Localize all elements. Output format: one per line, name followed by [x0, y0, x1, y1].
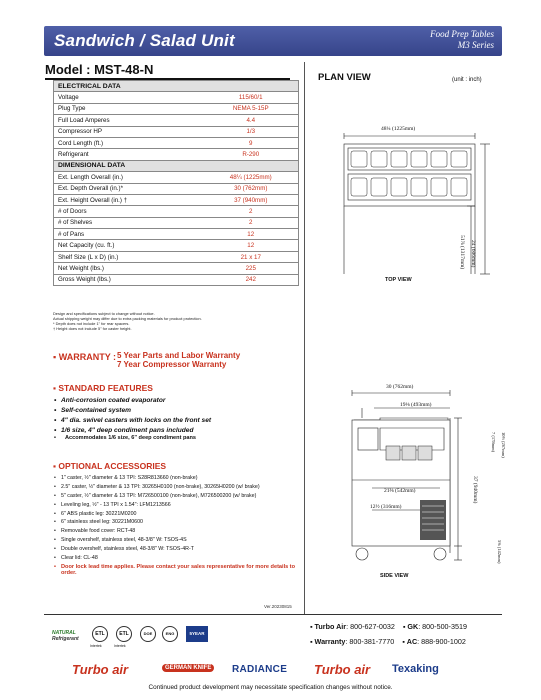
- side-lower-dim: 12½ (316mm): [370, 504, 402, 510]
- spec-value: 1/3: [204, 126, 299, 137]
- spec-row: [54, 263, 299, 274]
- spec-value: 4.4: [204, 115, 299, 126]
- accessory-item: • Removable food cover: RCT-48: [53, 528, 303, 535]
- texaking-logo: Texaking: [392, 663, 439, 675]
- spec-row: [54, 126, 299, 137]
- optional-accessories-title: ▪ OPTIONAL ACCESSORIES: [53, 461, 167, 471]
- feature-item: • 4" dia. swivel casters with locks on the front set: [53, 417, 303, 424]
- spec-row: [54, 115, 299, 126]
- section-heading: ELECTRICAL DATA: [54, 81, 299, 92]
- section-heading: DIMENSIONAL DATA: [54, 160, 299, 171]
- spec-value: 48¼ (1225mm): [204, 172, 299, 183]
- spec-label: Refrigerant: [54, 149, 204, 160]
- spec-row: [54, 183, 299, 194]
- feature-item: • Anti-corrosion coated evaporator: [53, 397, 303, 404]
- top-depth-dim: 24 (606mm): [470, 240, 476, 268]
- accessory-item: • 6" ABS plastic leg: 30221M0200: [53, 511, 303, 518]
- contact-row: ▪ Warranty: 800-381-7770 ▪ AC: 888-900-1002: [310, 637, 466, 646]
- contact-info: [310, 619, 467, 649]
- spec-row: [54, 229, 299, 240]
- side-depth-dim: 30 (762mm): [386, 384, 414, 390]
- spec-value: 37 (940mm): [204, 194, 299, 205]
- spec-value: 30 (762mm): [204, 183, 299, 194]
- accessory-item: • 1" caster, ½" diameter & 13 TPI: S28R813660 (non-brake): [53, 475, 303, 482]
- spec-value: NEMA 5-15P: [204, 103, 299, 114]
- plan-view-title: PLAN VIEW: [318, 72, 371, 83]
- top-height-dim: 51⅞ (1317mm): [459, 235, 465, 270]
- spec-table: [53, 80, 299, 286]
- spec-row: [54, 217, 299, 228]
- brand-logos: [52, 662, 502, 680]
- spec-value: 115/60/1: [204, 92, 299, 103]
- footer-disclaimer: Continued product development may necessitate specification changes without notice.: [148, 684, 393, 691]
- series-label: Food Prep Tables M3 Series: [430, 29, 494, 50]
- warranty-section: [53, 351, 241, 369]
- accessory-item: • Clear lid: CL-48: [53, 555, 303, 562]
- column-divider: [304, 62, 305, 614]
- energy-star-icon: ENG: [162, 626, 178, 642]
- spec-label: Ext. Height Overall (in.) †: [54, 194, 204, 205]
- side-top-dim: 7 (178mm): [491, 432, 496, 453]
- feature-subitem: • Accommodates 1/6 size, 6" deep condiment pans: [53, 435, 303, 441]
- doe-icon: DOE: [140, 626, 156, 642]
- spec-value: 9: [204, 137, 299, 148]
- spec-value: 12: [204, 229, 299, 240]
- side-shelf-dim: 21⅜ (542mm): [384, 488, 416, 494]
- accessory-item: • 6" stainless steel leg: 30221M0600: [53, 519, 303, 526]
- top-width-dim: 48¼ (1225mm): [381, 126, 416, 132]
- spec-row: [54, 172, 299, 183]
- door-lock-note: • Door lock lead time applies. Please contact your sales representative for more details to order.: [53, 564, 303, 577]
- spec-label: Shelf Size (L x D) (in.): [54, 251, 204, 262]
- spec-row: [54, 251, 299, 262]
- accessory-item: • 2.5" caster, ½" diameter & 13 TPI: 30265H0100 (non-brake), 30265H0200 (w/ brake): [53, 484, 303, 491]
- certification-badges: [52, 624, 292, 654]
- contact-row: ▪ Turbo Air: 800-627-0032 ▪ GK: 800-500-3519: [310, 622, 467, 631]
- side-pan-dim: 10½ (267mm): [501, 432, 506, 458]
- spec-row: [54, 137, 299, 148]
- version-label: Ver.20230815: [264, 604, 292, 609]
- feature-item: • Self-contained system: [53, 407, 303, 414]
- electrical-heading: [54, 81, 299, 92]
- spec-row: [54, 103, 299, 114]
- accessory-item: • 5" caster, ½" diameter & 13 TPI: M726500100 (non-brake), M726500200 (w/ brake): [53, 493, 303, 500]
- standard-features: [53, 383, 303, 444]
- spec-row: [54, 206, 299, 217]
- accessory-item: • Leveling leg, ½" - 13 TPI x 1.54": LFM1213566: [53, 502, 303, 509]
- spec-label: # of Doors: [54, 206, 204, 217]
- feature-item: • 1/6 size, 4" deep condiment pans included: [53, 427, 303, 434]
- warranty-values: 5 Year Parts and Labor Warranty 7 Year Compressor Warranty: [117, 351, 241, 369]
- spec-label: Net Weight (lbs.): [54, 263, 204, 274]
- natural-refrigerant-badge: NATURAL Refrigerant: [52, 630, 79, 642]
- intertek-label: Intertek: [114, 644, 126, 648]
- spec-value: 2: [204, 217, 299, 228]
- footer-divider: [44, 614, 502, 615]
- spec-value: R-290: [204, 149, 299, 160]
- side-caster-dim: 5⅝ (142mm): [497, 540, 502, 564]
- spec-value: 21 x 17: [204, 251, 299, 262]
- side-inner-dim: 19⅛ (493mm): [400, 402, 432, 408]
- spec-label: Compressor HP: [54, 126, 204, 137]
- german-knife-logo: GERMAN KNIFE: [162, 664, 214, 672]
- spec-label: Cord Length (ft.): [54, 137, 204, 148]
- spec-value: 225: [204, 263, 299, 274]
- accessory-item: • Double overshelf, stainless steel, 48-3/8" W: TSOS-4R-T: [53, 546, 303, 553]
- spec-row: [54, 92, 299, 103]
- spec-value: 242: [204, 274, 299, 285]
- spec-notes: Design and specifications subject to change without notice. Actual shipping weight may differ due to extra packing materials for product protection. * Depth does not include 1" for rear spacers. † Height does not include 5" for caster height.: [53, 311, 202, 331]
- intertek-label: Intertek: [90, 644, 102, 648]
- side-view-label: SIDE VIEW: [380, 573, 409, 579]
- dimensional-heading: [54, 160, 299, 171]
- spec-label: Ext. Length Overall (in.): [54, 172, 204, 183]
- turbo-air-logo: Turbo air: [72, 662, 129, 677]
- spec-row: [54, 274, 299, 285]
- etl-sanitation-icon: ETL: [92, 626, 108, 642]
- page-title: Sandwich / Salad Unit: [54, 31, 235, 50]
- spec-label: Voltage: [54, 92, 204, 103]
- spec-row: [54, 194, 299, 205]
- spec-value: 2: [204, 206, 299, 217]
- radiance-logo: RADIANCE: [232, 664, 288, 675]
- model-number: Model : MST-48-N: [45, 62, 290, 80]
- spec-value: 12: [204, 240, 299, 251]
- accessory-item: • Single overshelf, stainless steel, 48-3/8" W: TSOS-4S: [53, 537, 303, 544]
- spec-row: [54, 149, 299, 160]
- etl-listed-icon: ETL: [116, 626, 132, 642]
- page-header: [44, 26, 502, 56]
- spec-label: Plug Type: [54, 103, 204, 114]
- warranty-badge-icon: 5YEAR: [186, 626, 208, 642]
- spec-label: # of Shelves: [54, 217, 204, 228]
- spec-label: Full Load Amperes: [54, 115, 204, 126]
- spec-label: Ext. Depth Overall (in.)*: [54, 183, 204, 194]
- standard-features-title: ▪ STANDARD FEATURES: [53, 383, 153, 393]
- warranty-label: ▪ WARRANTY :: [53, 352, 117, 362]
- spec-row: [54, 240, 299, 251]
- spec-label: # of Pans: [54, 229, 204, 240]
- unit-label: (unit : inch): [452, 77, 482, 83]
- top-view-label: TOP VIEW: [385, 277, 412, 283]
- turbo-air-logo-2: Turbo air: [314, 662, 371, 677]
- optional-accessories: [53, 461, 303, 579]
- side-height-dim: 37 (940mm): [472, 476, 478, 504]
- spec-label: Net Capacity (cu. ft.): [54, 240, 204, 251]
- spec-label: Gross Weight (lbs.): [54, 274, 204, 285]
